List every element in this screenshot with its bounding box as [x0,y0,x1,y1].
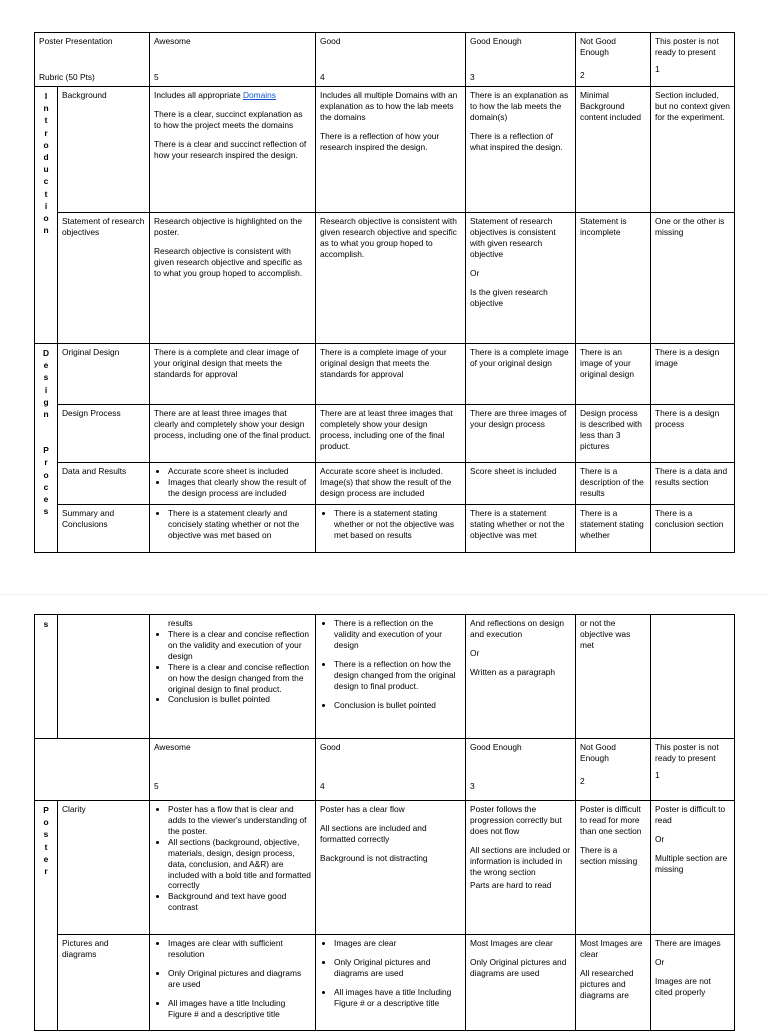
header-blank-cell [35,739,150,801]
criterion-background: Background [58,87,150,213]
rubric-points: Rubric (50 Pts) [39,71,95,82]
header-good-enough: Good Enough 3 [466,33,576,87]
cell-clarity-not-ready: Poster is difficult to read Or Multiple section are missing [651,801,735,935]
list-item: • Images that clearly show the result of the design process are included [168,477,311,499]
list-item: • Images are clear [334,938,461,949]
row-original-design [35,344,735,405]
cell-data-results-not-good: There is a description of the results [576,463,651,505]
list-item: • Images are clear with sufficient resolution [168,938,311,960]
criterion-summary: Summary and Conclusions [58,505,150,553]
list-item: • Background and text have good contrast [168,891,311,913]
list-item: • There is a reflection on how the design changed from the original design to final product. [334,659,461,692]
list-item: • Poster has a flow that is clear and adds to the viewer's understanding of the poster. [168,804,311,837]
header-not-ready-2: This poster is not ready to present 1 [651,739,735,801]
cell-data-results-good-enough: Score sheet is included [466,463,576,505]
list-item: • There is a statement stating whether or not the objective was met based on results [334,508,461,541]
row-background [35,87,735,213]
cell-design-process-not-good: Design process is described with less than 3 pictures [576,405,651,463]
cell-pictures-awesome [150,935,316,1031]
criterion-objectives: Statement of research objectives [58,213,150,344]
cell-objectives-good: Research objective is consistent with given research objective and specific as to what you group hoped to accomplish. [316,213,466,344]
cell-clarity-good-enough: Poster follows the progression correctly but does not flow All sections are included or information is included in the wrong section Parts are hard to read [466,801,576,935]
cell-background-good-enough: There is an explanation as to how the lab meets the domain(s) There is a reflection of what inspired the design. [466,87,576,213]
domains-link[interactable]: Domains [242,90,276,100]
header-row-2 [35,739,735,801]
list-item: • There is a statement clearly and concisely stating whether or not the objective was met based on [168,508,311,541]
cell-pictures-good-enough: Most Images are clear Only Original pictures and diagrams are used [466,935,576,1031]
criterion-clarity: Clarity [58,801,150,935]
cell-objectives-not-good: Statement is incomplete [576,213,651,344]
cell-design-process-good-enough: There are three images of your design process [466,405,576,463]
header-good-2: Good 4 [316,739,466,801]
list-item: • Only Original pictures and diagrams are used [334,957,461,979]
section-label-design-process: D e s i g n P r o c e s [35,344,58,553]
criterion-original-design: Original Design [58,344,150,405]
row-design-process [35,405,735,463]
cell-pictures-good [316,935,466,1031]
criterion-data-results: Data and Results [58,463,150,505]
header-awesome: Awesome 5 [150,33,316,87]
cell-summary-cont-not-good: or not the objective was met [576,615,651,739]
cell-summary-good-enough: There is a statement stating whether or not the objective was met [466,505,576,553]
cell-summary-not-good: There is a statement stating whether [576,505,651,553]
header-title-cell [35,33,150,87]
cell-summary-cont-good [316,615,466,739]
cell-objectives-good-enough: Statement of research objectives is consistent with given research objective Or Is the given research objective [466,213,576,344]
cell-original-design-good: There is a complete image of your original design that meets the standards for approval [316,344,466,405]
header-awesome-2: Awesome 5 [150,739,316,801]
list-item: • There is a reflection on the validity and execution of your design [334,618,461,651]
cell-design-process-not-ready: There is a design process [651,405,735,463]
list-item: • All images have a title Including Figure # or a descriptive title [334,987,461,1009]
cell-pictures-not-good: Most Images are clear All researched pictures and diagrams are [576,935,651,1031]
rubric-title: Poster Presentation [39,36,113,46]
section-label-poster: P o s t e r [35,801,58,1031]
cell-summary-cont-not-ready [651,615,735,739]
cell-background-awesome: Includes all appropriate Domains There is a clear, succinct explanation as to how the project meets the domains There is a clear and succinct reflection of how your research inspired the design. [150,87,316,213]
cell-design-process-good: There are at least three images that completely show your design process, including one of the final product. [316,405,466,463]
cell-objectives-not-ready: One or the other is missing [651,213,735,344]
cell-original-design-good-enough: There is a complete image of your original design [466,344,576,405]
criterion-pictures: Pictures and diagrams [58,935,150,1031]
section-label-continued: s [35,615,58,739]
list-item: • Accurate score sheet is included [168,466,311,477]
header-not-good-enough-2: Not Good Enough 2 [576,739,651,801]
cell-design-process-awesome: There are at least three images that clearly and completely show your design process, including one of the final product. [150,405,316,463]
cell-original-design-not-ready: There is a design image [651,344,735,405]
row-summary [35,505,735,553]
rubric-table-page-2 [34,614,735,1031]
cell-original-design-not-good: There is an image of your original design [576,344,651,405]
list-item: • Conclusion is bullet pointed [168,694,311,705]
list-item: • All images have a title Including Figure # and a descriptive title [168,998,311,1020]
header-not-ready: This poster is not ready to present 1 [651,33,735,87]
cell-clarity-awesome [150,801,316,935]
header-row [35,33,735,87]
list-item: • All sections (background, objective, materials, design, design process, data, conclusion, and A&R) are included with a bold title and formatted correctly [168,837,311,892]
cell-clarity-not-good: Poster is difficult to read for more than one section There is a section missing [576,801,651,935]
cell-summary-not-ready: There is a conclusion section [651,505,735,553]
criterion-design-process: Design Process [58,405,150,463]
cell-summary-good [316,505,466,553]
page-break [0,594,768,595]
list-item: • Conclusion is bullet pointed [334,700,461,711]
header-good-enough-2: Good Enough 3 [466,739,576,801]
row-summary-continued [35,615,735,739]
section-label-introduction: I n t r o d u c t i o n [35,87,58,344]
header-good: Good 4 [316,33,466,87]
cell-data-results-good: Accurate score sheet is included. Image(s) that show the result of the design process are included [316,463,466,505]
row-data-results [35,463,735,505]
cell-pictures-not-ready: There are images Or Images are not cited properly [651,935,735,1031]
cell-summary-awesome [150,505,316,553]
cell-clarity-good: Poster has a clear flow All sections are included and formatted correctly Background is not distracting [316,801,466,935]
cell-summary-cont-good-enough: And reflections on design and execution Or Written as a paragraph [466,615,576,739]
cell-summary-cont-awesome: results • There is a clear and concise reflection on the validity and execution of your design • There is a clear and concise reflection on how the design changed from the original design to final product. • Conclusion is bullet pointed [150,615,316,739]
cell-objectives-awesome: Research objective is highlighted on the poster. Research objective is consistent with given research objective and specific as to what you group hoped to accomplish. [150,213,316,344]
row-clarity [35,801,735,935]
cell-background-not-good: Minimal Background content included [576,87,651,213]
cell-background-not-ready: Section included, but no context given for the experiment. [651,87,735,213]
list-item: • There is a clear and concise reflection on the validity and execution of your design [168,629,311,662]
header-not-good-enough: Not Good Enough 2 [576,33,651,87]
cell-data-results-not-ready: There is a data and results section [651,463,735,505]
rubric-table-page-1 [34,32,735,553]
list-item: • There is a clear and concise reflection on how the design changed from the original design to final product. [168,662,311,695]
cell-original-design-awesome: There is a complete and clear image of your original design that meets the standards for approval [150,344,316,405]
row-objectives [35,213,735,344]
cell-data-results-awesome [150,463,316,505]
row-pictures [35,935,735,1031]
list-item: • Only Original pictures and diagrams are used [168,968,311,990]
criterion-empty [58,615,150,739]
cell-background-good: Includes all multiple Domains with an explanation as to how the lab meets the domains There is a reflection of how your research inspired the design. [316,87,466,213]
